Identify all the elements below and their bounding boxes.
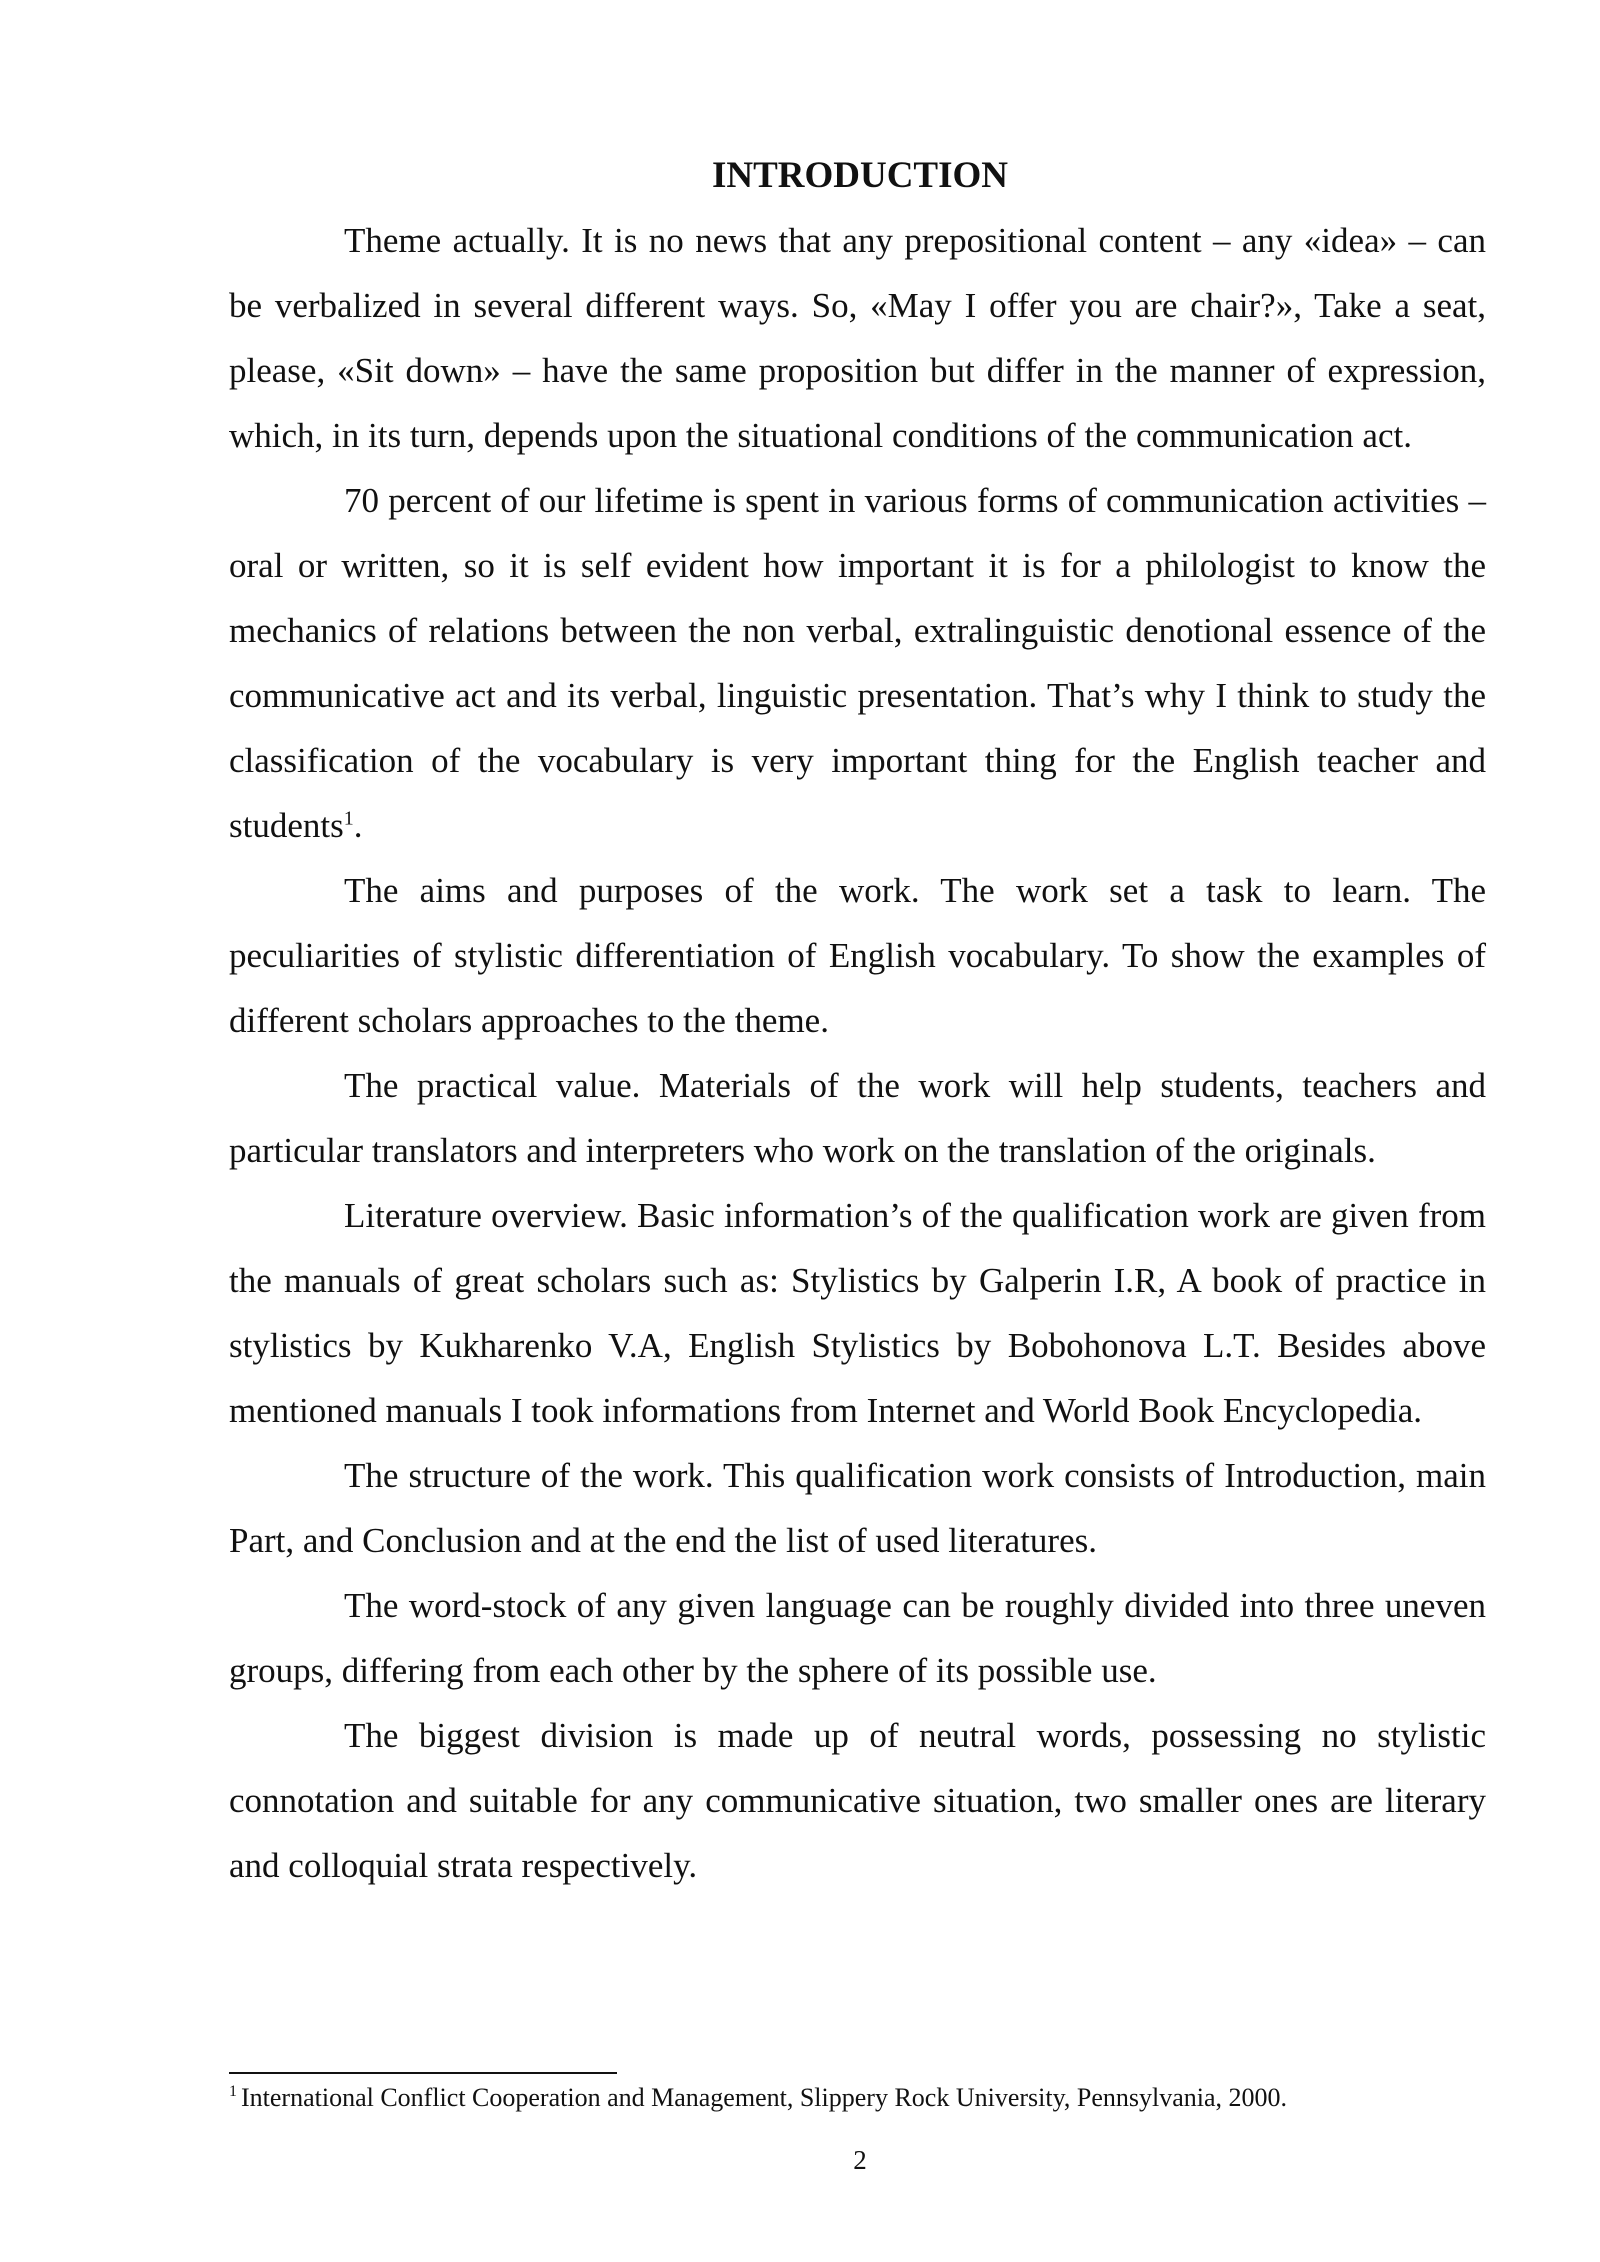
paragraph-text: The practical value. Materials of the work will help students, teachers and particular translators and interpreters who work on the translation of the originals. <box>229 1066 1486 1170</box>
paragraph-text: Literature overview. Basic information’s of the qualification work are given from the manuals of great scholars such as: Stylistics by Galperin I.R, A book of practice in stylistics by Kukharenko V.A, English Stylistics by Bobohonova L.T. Besides above mentioned manuals I took informations from Internet and World Book Encyclopedia. <box>229 1196 1486 1430</box>
paragraph-text: The biggest division is made up of neutral words, possessing no stylistic connotation and suitable for any communicative situation, two smaller ones are literary and colloquial strata respectively. <box>229 1716 1486 1885</box>
paragraph-communication <box>229 468 1486 858</box>
paragraph-text: 70 percent of our lifetime is spent in various forms of communication activities – oral or written, so it is self evident how important it is for a philologist to know the mechanics of relations between the non verbal, extralinguistic denotional essence of the communicative act and its verbal, linguistic presentation. That’s why I think to study the classification of the vocabulary is very important thing for the English teacher and students <box>229 481 1486 845</box>
page-title: INTRODUCTION <box>711 155 1009 196</box>
paragraph-biggest-division <box>229 1703 1486 1898</box>
footnote-marker: 1 <box>229 2083 237 2101</box>
page-number: 2 <box>853 2145 867 2175</box>
paragraph-text: The aims and purposes of the work. The work set a task to learn. The peculiarities of stylistic differentiation of English vocabulary. To show the examples of different scholars approaches to the theme. <box>229 871 1486 1040</box>
paragraph-aims <box>229 858 1486 1053</box>
paragraph-text: Theme actually. It is no news that any prepositional content – any «idea» – can be verbalized in several different ways. So, «May I offer you are chair?», Take a seat, please, «Sit down» – have the same proposition but differ in the manner of expression, which, in its turn, depends upon the situational conditions of the communication act. <box>229 221 1486 455</box>
paragraph-end-punctuation: . <box>353 806 363 845</box>
paragraph-word-stock <box>229 1573 1486 1703</box>
footnote-text: International Conflict Cooperation and Management, Slippery Rock University, Pennsylvania, 2000. <box>241 2083 1288 2112</box>
paragraph-literature-overview <box>229 1183 1486 1443</box>
paragraph-text: The word-stock of any given language can be roughly divided into three uneven groups, differing from each other by the sphere of its possible use. <box>229 1586 1486 1690</box>
footnote-separator <box>229 2072 617 2074</box>
paragraph-structure <box>229 1443 1486 1573</box>
paragraph-text: The structure of the work. This qualification work consists of Introduction, main Part, and Conclusion and at the end the list of used literatures. <box>229 1456 1486 1560</box>
footnote-reference: 1 <box>343 807 354 830</box>
paragraph-practical-value <box>229 1053 1486 1183</box>
body-text <box>229 208 1486 1898</box>
footnote <box>229 2080 1486 2116</box>
paragraph-theme <box>229 208 1486 468</box>
